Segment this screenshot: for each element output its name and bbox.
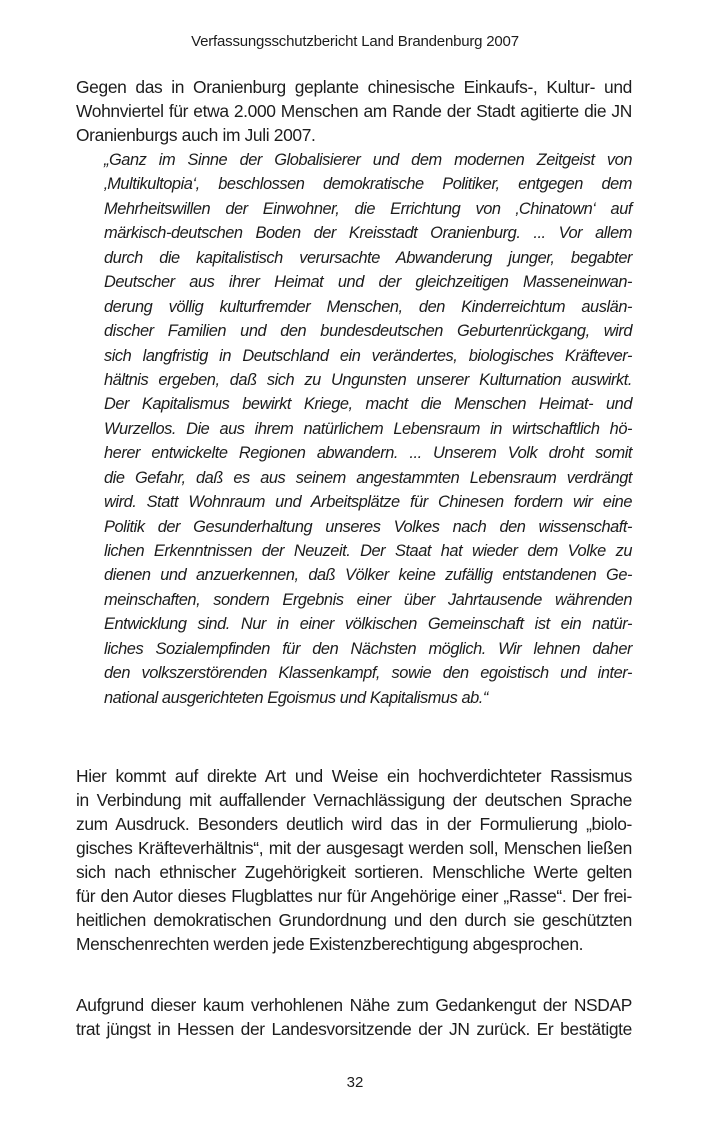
text-line: trat jüngst in Hessen der Landesvorsitzende der JN zurück. Er bestätigte — [76, 1019, 632, 1039]
text-line: sich nach ethnischer Zugehörigkeit sortieren. Menschliche Werte gelten — [76, 862, 632, 882]
quote-line: „Ganz im Sinne der Globalisierer und dem modernen Zeitgeist von — [104, 151, 632, 169]
quote-line: meinschaften, sondern Ergebnis einer über Jahrtausende währenden — [104, 590, 632, 609]
text-line: Menschenrechten werden jede Existenzberechtigung abgesprochen. — [76, 934, 584, 954]
text-line: Gegen das in Oranienburg geplante chinesische Einkaufs-, Kultur- und — [76, 77, 632, 97]
quote-line: Wurzellos. Die aus ihrem natürlichem Lebensraum in wirtschaftlich hö- — [104, 419, 632, 438]
quote-line: märkisch-deutschen Boden der Kreisstadt Oranienburg. ... Vor allem — [104, 224, 632, 243]
text-line: Oranienburgs auch im Juli 2007. — [76, 125, 316, 145]
quote-line: sich langfristig in Deutschland ein verändertes, biologisches Kräftever- — [104, 346, 632, 365]
quote-line: durch die kapitalistisch verursachte Abwanderung junger, begabter — [104, 248, 632, 267]
quote-line: national ausgerichteten Egoismus und Kapitalismus ab.“ — [104, 688, 488, 707]
quote-line: liches Sozialempfinden für den Nächsten möglich. Wir lehnen daher — [104, 639, 632, 658]
block-quote — [104, 148, 632, 710]
quote-line: die Gefahr, daß es aus seinem angestammten Lebensraum verdrängt — [104, 468, 632, 487]
quote-line: Deutscher aus ihrer Heimat und der gleichzeitigen Masseneinwan- — [104, 273, 632, 292]
quote-line: lichen Erkenntnissen der Neuzeit. Der Staat hat wieder dem Volke zu — [104, 542, 632, 560]
quote-line: dienen und anzuerkennen, daß Völker keine zufällig entstandenen Ge- — [104, 566, 632, 585]
quote-line: Entwicklung sind. Nur in einer völkischen Gemeinschaft ist ein natür- — [104, 615, 632, 634]
paragraph-continuation — [76, 993, 632, 1041]
quote-line: wird. Statt Wohnraum und Arbeitsplätze für Chinesen fordern wir eine — [104, 493, 632, 512]
quote-line: ‚Multikultopia‘, beschlossen demokratische Politiker, entgegen dem — [104, 175, 632, 194]
text-line: heitlichen demokratischen Grundordnung und den durch sie geschützten — [76, 910, 632, 930]
quote-line: herer entwickelte Regionen abwandern. ... Unserem Volk droht somit — [104, 444, 632, 463]
text-line: Hier kommt auf direkte Art und Weise ein hochverdichteter Rassismus — [76, 766, 632, 786]
quote-line: den volkszerstörenden Klassenkampf, sowie den egoistisch und inter- — [104, 664, 632, 683]
quote-line: hältnis ergeben, daß sich zu Ungunsten unserer Kulturnation auswirkt. — [104, 370, 632, 389]
quote-line: discher Familien und den bundesdeutschen Geburtenrückgang, wird — [104, 322, 632, 341]
quote-line: Der Kapitalismus bewirkt Kriege, macht die Menschen Heimat- und — [104, 395, 632, 414]
text-line: Wohnviertel für etwa 2.000 Menschen am Rande der Stadt agitierte die JN — [76, 101, 632, 121]
paragraph-intro — [76, 75, 632, 147]
text-line: in Verbindung mit auffallender Vernachlässigung der deutschen Sprache — [76, 790, 632, 810]
paragraph-analysis — [76, 764, 632, 956]
text-line: Aufgrund dieser kaum verhohlenen Nähe zum Gedankengut der NSDAP — [76, 995, 632, 1015]
text-line: zum Ausdruck. Besonders deutlich wird das in der Formulierung „biolo- — [76, 814, 632, 834]
text-line: gisches Kräfteverhältnis“, mit der ausgesagt werden soll, Menschen ließen — [76, 838, 632, 858]
page-number: 32 — [346, 1074, 364, 1091]
text-line: für den Autor dieses Flugblattes nur für Angehörige einer „Rasse“. Der frei- — [76, 886, 632, 906]
quote-line: derung völlig kulturfremder Menschen, den Kinderreichtum auslän- — [104, 297, 632, 316]
page-header: Verfassungsschutzbericht Land Brandenburg 2007 — [191, 33, 519, 50]
quote-line: Mehrheitswillen der Einwohner, die Errichtung von ‚Chinatown‘ auf — [104, 199, 632, 218]
quote-line: Politik der Gesunderhaltung unseres Volkes nach den wissenschaft- — [104, 517, 632, 536]
